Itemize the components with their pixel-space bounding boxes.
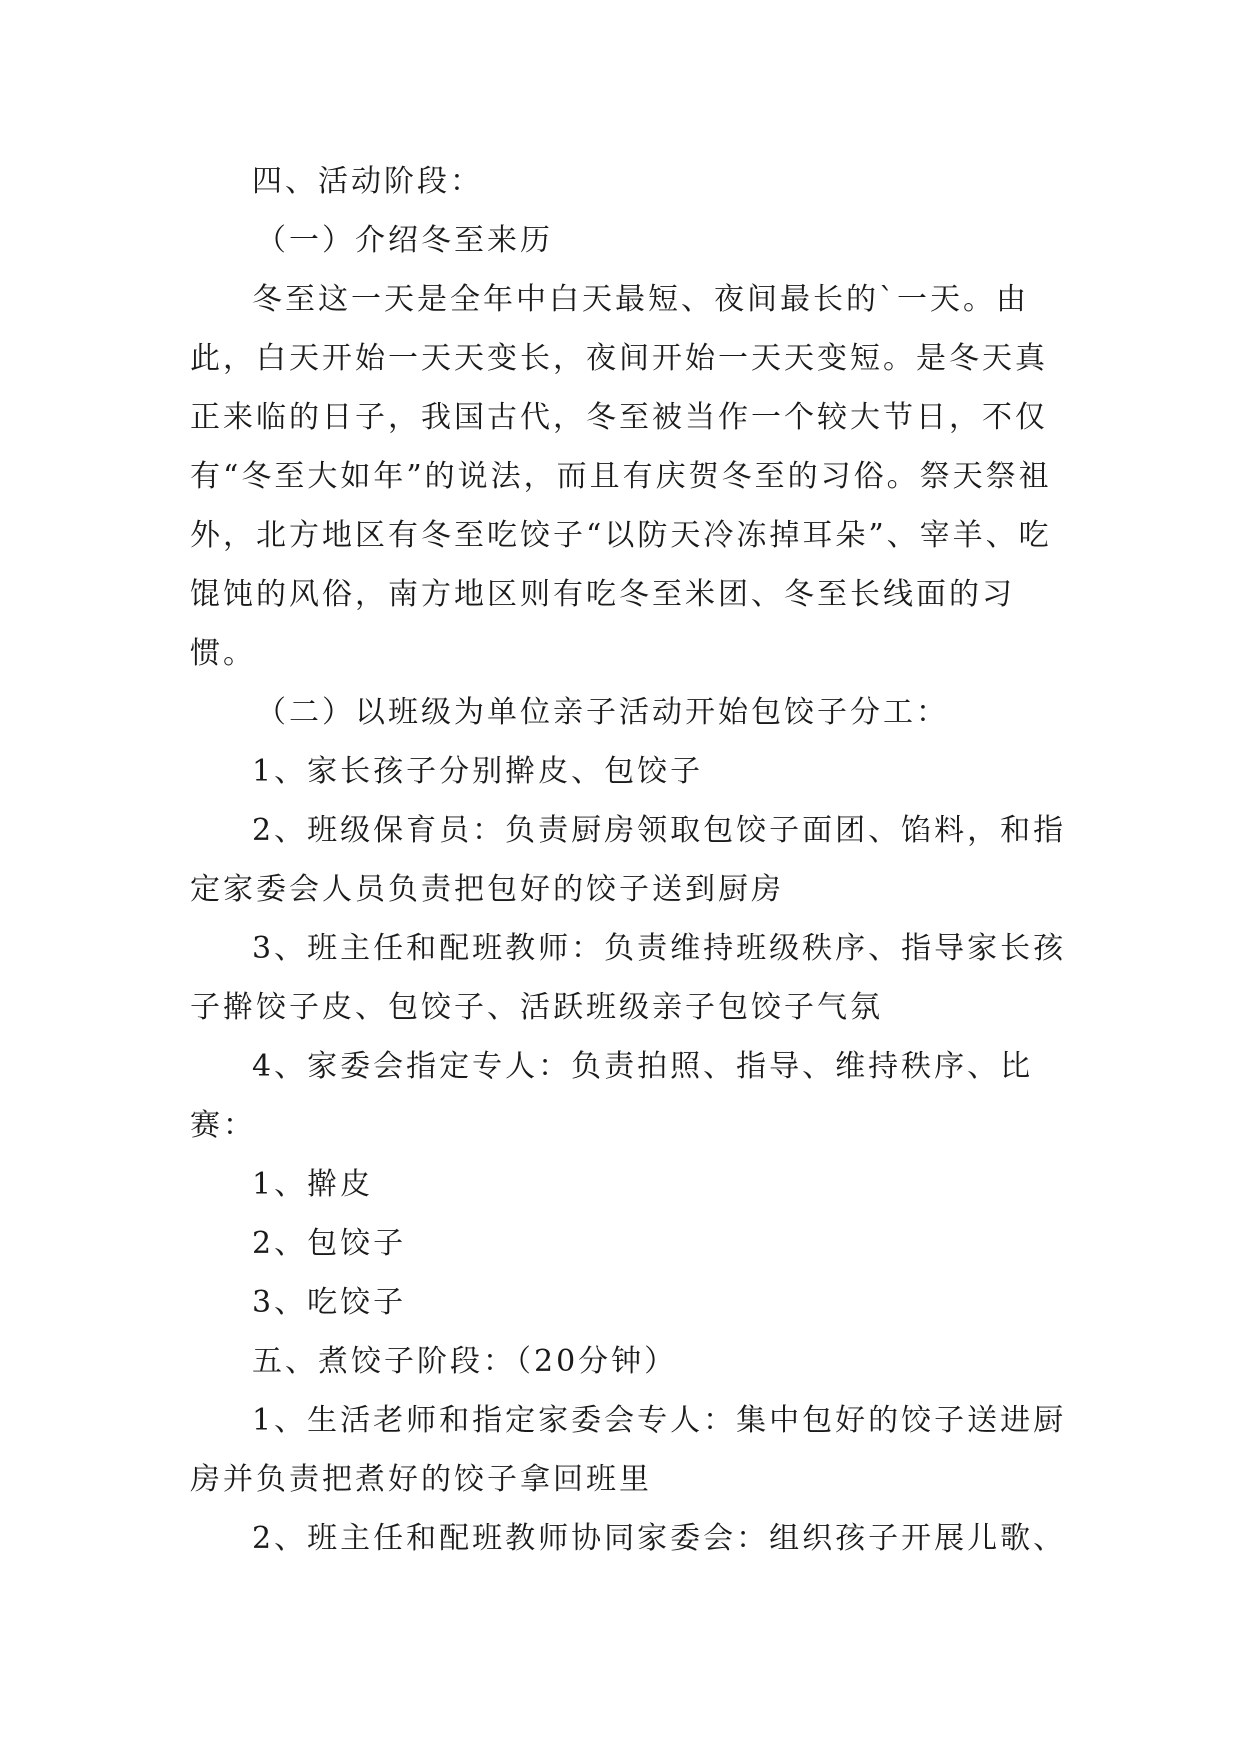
list-item-eat-dumplings: 3、吃饺子 (252, 1285, 407, 1320)
list-item-roll-wrappers: 1、擀皮 (252, 1167, 374, 1202)
list-item-class-caretaker: 2、班级保育员：负责厨房领取包饺子面团、馅料，和指定家委会人员负责把包好的饺子送到厨房 (190, 813, 1067, 907)
list-item-wrap-dumplings: 2、包饺子 (252, 1226, 407, 1261)
list-item-head-teacher-cooperation: 2、班主任和配班教师协同家委会：组织孩子开展儿歌、 (252, 1521, 1067, 1556)
list-item-parent-committee: 4、家委会指定专人：负责拍照、指导、维持秩序、比赛： (190, 1049, 1034, 1143)
subsection-heading-winter-solstice-origin: （一）介绍冬至来历 (256, 223, 553, 258)
list-item-head-teacher: 3、班主任和配班教师：负责维持班级秩序、指导家长孩子擀饺子皮、包饺子、活跃班级亲子包饺子气氛 (190, 931, 1067, 1025)
list-item-parents-children: 1、家长孩子分别擀皮、包饺子 (252, 754, 704, 789)
document-body (190, 152, 1070, 1568)
section-heading-cooking-stage: 五、煮饺子阶段：（20分钟） (252, 1344, 678, 1379)
paragraph-winter-solstice-description: 冬至这一天是全年中白天最短、夜间最长的`一天。由此，白天开始一天天变长，夜间开始一天天变短。是冬天真正来临的日子，我国古代，冬至被当作一个较大节日，不仅有“冬至大如年”的说法，而且有庆贺冬至的习俗。祭天祭祖外，北方地区有冬至吃饺子“以防天冷冻掉耳朵”、宰羊、吃馄饨的风俗，南方地区则有吃冬至米团、冬至长线面的习惯。 (190, 282, 1052, 671)
list-item-life-teacher: 1、生活老师和指定家委会专人：集中包好的饺子送进厨房并负责把煮好的饺子拿回班里 (190, 1403, 1067, 1497)
subsection-heading-dumpling-division: （二）以班级为单位亲子活动开始包饺子分工： (256, 695, 949, 730)
section-heading-activity-stage: 四、活动阶段： (252, 164, 483, 199)
